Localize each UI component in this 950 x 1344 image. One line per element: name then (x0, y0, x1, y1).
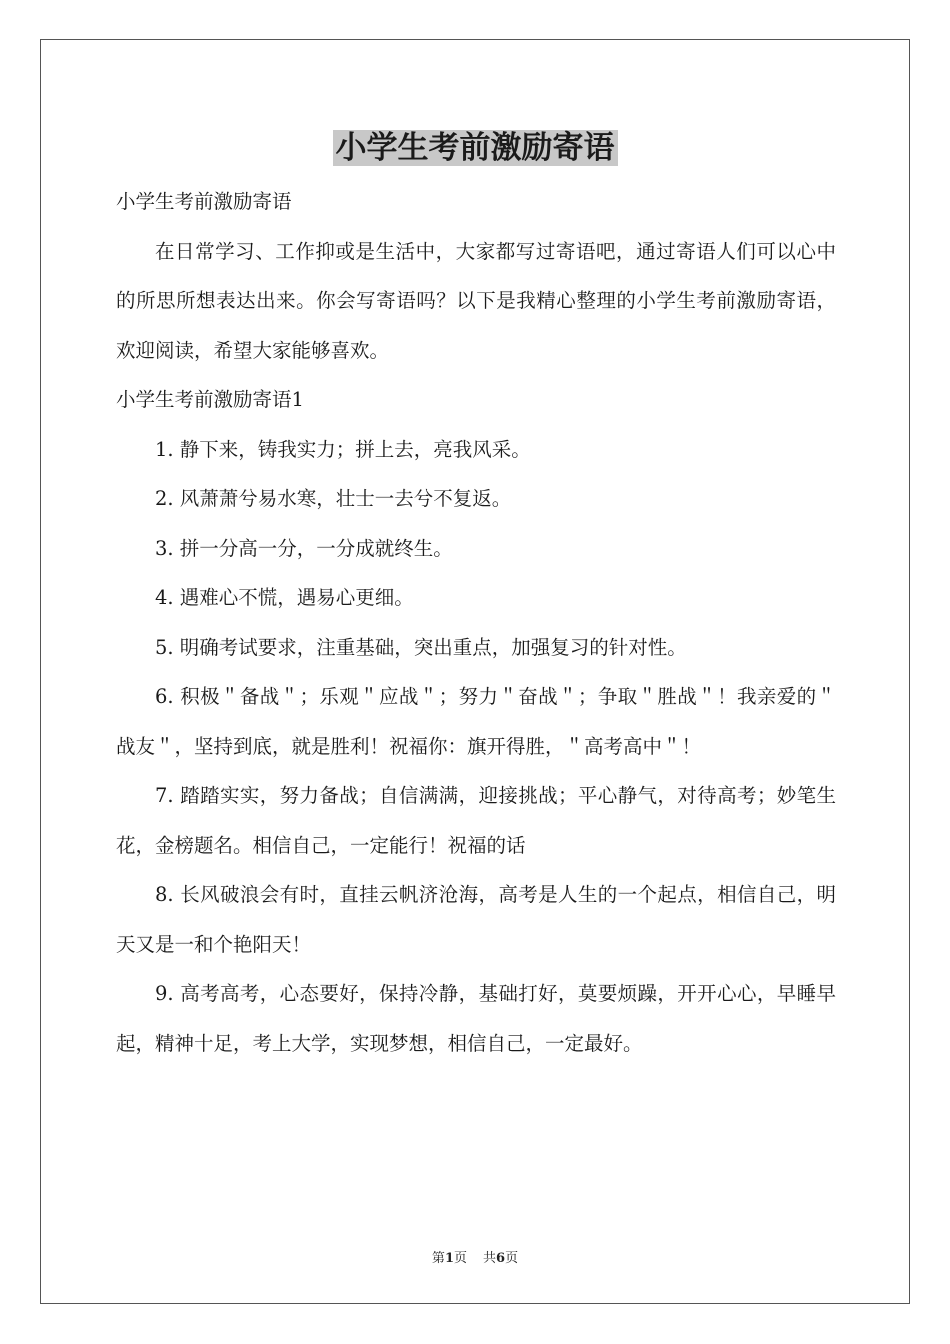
document-title (0, 126, 950, 170)
list-item-2: 2. 风萧萧兮易水寒，壮士一去兮不复返。 (155, 487, 512, 510)
document-body (116, 177, 836, 1068)
list-item-3: 3. 拼一分高一分，一分成就终生。 (155, 536, 453, 560)
list-item-6: 6. 积极＂备战＂；乐观＂应战＂；努力＂奋战＂；争取＂胜战＂！我亲爱的＂战友＂，坚持到底，就是胜利！祝福你：旗开得胜，＂高考高中＂！ (116, 685, 836, 758)
footer-total-prefix: 共 (483, 1251, 497, 1266)
list-item-4: 4. 遇难心不慌，遇易心更细。 (155, 586, 414, 609)
footer-page-prefix: 第 (431, 1251, 445, 1266)
list-item-1: 1. 静下来，铸我实力；拼上去，亮我风采。 (155, 437, 531, 461)
footer-total-pages: 6 (496, 1251, 506, 1266)
section-heading: 小学生考前激励寄语1 (116, 388, 304, 411)
document-title-text: 小学生考前激励寄语 (333, 130, 618, 166)
footer-total-suffix: 页 (505, 1251, 519, 1266)
list-item-5: 5. 明确考试要求，注重基础，突出重点，加强复习的针对性。 (155, 635, 687, 659)
list-item-7: 7. 踏踏实实，努力备战；自信满满，迎接挑战；平心静气，对待高考；妙笔生花，金榜题名。相信自己，一定能行！祝福的话 (116, 784, 836, 857)
footer-page-number: 1 (444, 1251, 454, 1266)
list-item-8: 8. 长风破浪会有时，直挂云帆济沧海，高考是人生的一个起点，相信自己，明天又是一和个艳阳天！ (116, 883, 836, 956)
intro-paragraph: 在日常学习、工作抑或是生活中，大家都写过寄语吧，通过寄语人们可以心中的所思所想表达出来。你会写寄语吗？以下是我精心整理的小学生考前激励寄语，欢迎阅读，希望大家能够喜欢。 (116, 239, 836, 362)
page-footer (0, 1247, 950, 1266)
list-item-9: 9. 高考高考，心态要好，保持冷静，基础打好，莫要烦躁，开开心心，早睡早起，精神十足，考上大学，实现梦想，相信自己，一定最好。 (116, 982, 836, 1055)
document-subtitle: 小学生考前激励寄语 (116, 190, 292, 213)
footer-page-suffix: 页 (453, 1251, 467, 1266)
